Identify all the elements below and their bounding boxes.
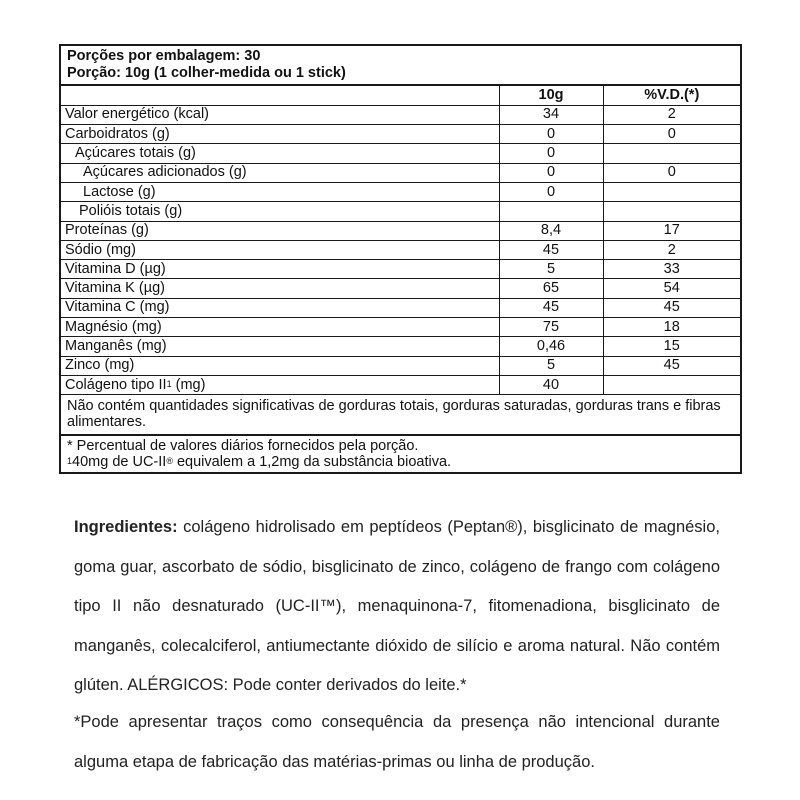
- nutrient-name: Manganês (mg): [61, 337, 499, 356]
- footnotes: [61, 436, 740, 471]
- table-row: [61, 125, 740, 144]
- nutrient-dv: [603, 182, 740, 201]
- table-row: [61, 105, 740, 124]
- nutrient-name: Magnésio (mg): [61, 318, 499, 337]
- nutrient-dv: 54: [603, 279, 740, 298]
- nutrient-amount: 75: [499, 318, 603, 337]
- table-row: [61, 260, 740, 279]
- warning-text: *Pode apresentar traços como consequência da presença não intencional durante alguma etapa de fabricação das matérias-primas ou linha de produção.: [74, 713, 720, 771]
- nutrient-name: Açúcares adicionados (g): [61, 163, 499, 182]
- nutrient-name: Polióis totais (g): [61, 202, 499, 221]
- nutrient-name: Carboidratos (g): [61, 125, 499, 144]
- nutrient-amount: 5: [499, 260, 603, 279]
- collagen-unit: (mg): [171, 376, 206, 393]
- portions-per-package: Porções por embalagem: 30: [67, 48, 261, 64]
- nutrition-grid: [61, 86, 740, 395]
- nutrient-name: Zinco (mg): [61, 356, 499, 375]
- table-row: [61, 202, 740, 221]
- nutrient-amount: 5: [499, 356, 603, 375]
- not-significant-note: Não contém quantidades significativas de gorduras totais, gorduras saturadas, gorduras trans e fibras alimentares.: [61, 395, 740, 436]
- nutrient-amount: 65: [499, 279, 603, 298]
- nutrient-amount: 45: [499, 298, 603, 317]
- nutrient-name: Vitamina D (µg): [61, 260, 499, 279]
- nutrient-name: Vitamina C (mg): [61, 298, 499, 317]
- nutrient-name: Lactose (g): [61, 182, 499, 201]
- nutrient-name: Sódio (mg): [61, 240, 499, 259]
- nutrient-name: Proteínas (g): [61, 221, 499, 240]
- nutrient-amount: 34: [499, 105, 603, 124]
- table-row: [61, 356, 740, 375]
- nutrient-dv: [603, 202, 740, 221]
- ingredients-section: [74, 508, 720, 706]
- nutrient-dv: 2: [603, 105, 740, 124]
- table-row: [61, 298, 740, 317]
- footnote-1: [67, 454, 734, 470]
- table-row: [61, 144, 740, 163]
- footnote-1-marker: 1: [67, 456, 73, 467]
- nutrient-amount: 0: [499, 125, 603, 144]
- ingredients-paragraph: [74, 508, 720, 706]
- table-header: [61, 46, 740, 86]
- table-row: [61, 163, 740, 182]
- footnote-1-text-a: 40mg de UC-II: [72, 454, 167, 471]
- nutrient-dv: 45: [603, 298, 740, 317]
- nutrient-amount: 0: [499, 163, 603, 182]
- collagen-label: Colágeno tipo II: [65, 376, 167, 393]
- table-row: [61, 337, 740, 356]
- nutrient-dv: [603, 375, 740, 394]
- footnote-star: * Percentual de valores diários fornecidos pela porção.: [67, 438, 419, 455]
- nutrient-amount: 0: [499, 144, 603, 163]
- nutrient-dv: 2: [603, 240, 740, 259]
- nutrient-amount: 0: [499, 182, 603, 201]
- nutrient-name: [61, 375, 499, 394]
- nutrient-dv: 0: [603, 125, 740, 144]
- column-header-row: [61, 86, 740, 105]
- table-row: [61, 279, 740, 298]
- nutrient-amount: 45: [499, 240, 603, 259]
- nutrient-dv: 45: [603, 356, 740, 375]
- footnote-1-text-b: equivalem a 1,2mg da substância bioativa.: [172, 454, 452, 471]
- nutrient-dv: 0: [603, 163, 740, 182]
- table-row: [61, 221, 740, 240]
- nutrient-name: Açúcares totais (g): [61, 144, 499, 163]
- nutrient-dv: [603, 144, 740, 163]
- nutrition-table: [59, 44, 742, 474]
- table-row: [61, 182, 740, 201]
- ingredients-label: Ingredientes:: [74, 518, 178, 536]
- registered-mark: ®: [166, 456, 173, 467]
- nutrient-dv: 17: [603, 221, 740, 240]
- ingredients-text: colágeno hidrolisado em peptídeos (Peptan®), bisglicinato de magnésio, goma guar, ascorbato de sódio, bisglicinato de zinco, colágeno de frango com colágeno tipo II não desnaturado (UC-II™), menaquinona-7, fitomenadiona, bisglicinato de manganês, colecalciferol, antiumectante dióxido de silício e aroma natural. Não contém glúten. ALÉRGICOS: Pode conter derivados do leite.*: [74, 518, 720, 694]
- nutrient-dv: 18: [603, 318, 740, 337]
- portion-size: Porção: 10g (1 colher-medida ou 1 stick): [67, 65, 346, 81]
- col-dv-header: %V.D.(*): [603, 86, 740, 105]
- col-name-header: [61, 86, 499, 105]
- nutrient-name: Valor energético (kcal): [61, 105, 499, 124]
- col-amount-header: 10g: [499, 86, 603, 105]
- table-row: [61, 318, 740, 337]
- nutrient-amount: 40: [499, 375, 603, 394]
- nutrient-amount: [499, 202, 603, 221]
- nutrient-name: Vitamina K (µg): [61, 279, 499, 298]
- nutrient-dv: 33: [603, 260, 740, 279]
- table-row: [61, 240, 740, 259]
- nutrient-amount: 0,46: [499, 337, 603, 356]
- warning-section: [74, 703, 720, 782]
- table-row: [61, 375, 740, 394]
- footnote-marker: 1: [166, 378, 172, 389]
- nutrient-amount: 8,4: [499, 221, 603, 240]
- nutrient-dv: 15: [603, 337, 740, 356]
